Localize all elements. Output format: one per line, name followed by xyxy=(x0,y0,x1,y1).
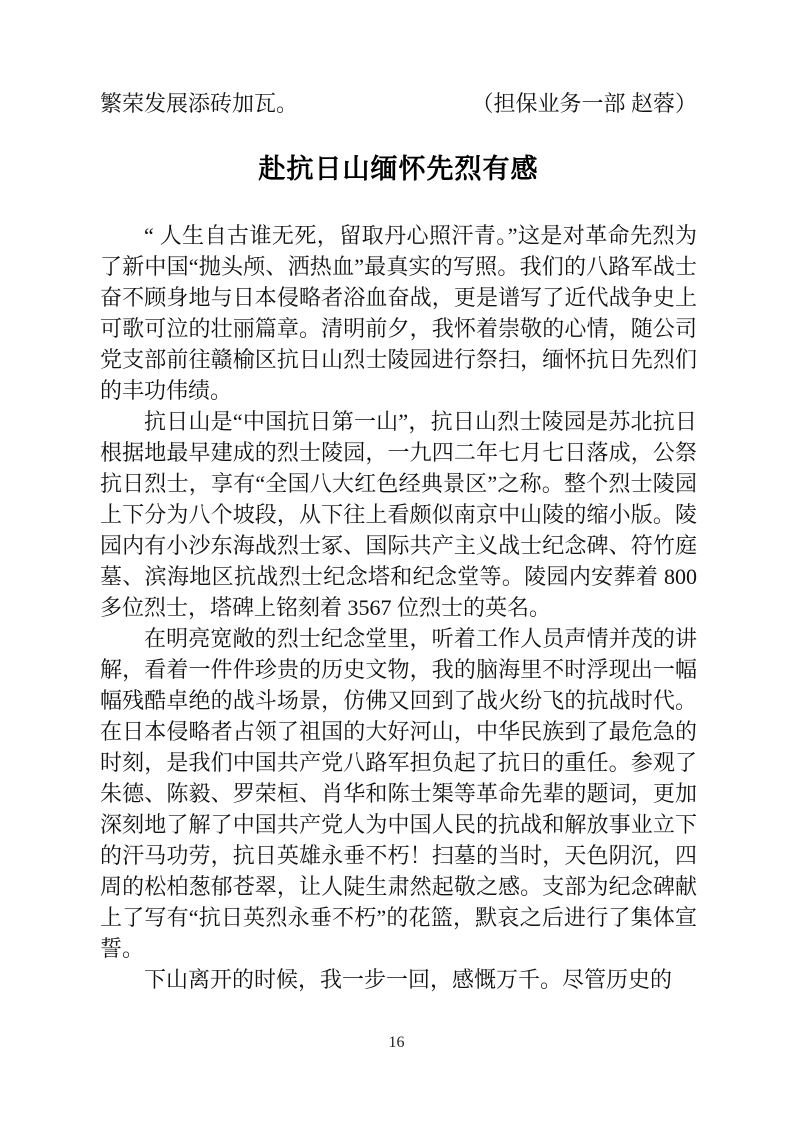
paragraph: 在明亮宽敞的烈士纪念堂里，听着工作人员声情并茂的讲解，看着一件件珍贵的历史文物，我的脑海里不时浮现出一幅幅残酷卓绝的战斗场景，仿佛又回到了战火纷飞的抗战时代。在日本侵略者占领了祖国的大好河山，中华民族到了最危急的时刻，是我们中国共产党八路军担负起了抗日的重任。参观了朱德、陈毅、罗荣桓、肖华和陈士榘等革命先辈的题词，更加深刻地了解了中国共产党人为中国人民的抗战和解放事业立下的汗马功劳，抗日英雄永垂不朽！扫墓的当时，天色阴沉，四周的松柏葱郁苍翠，让人陡生肃然起敬之感。支部为纪念碑献上了写有“抗日英烈永垂不朽”的花篮，默哀之后进行了集体宣誓。 xyxy=(100,626,697,961)
page-title: 赴抗日山缅怀先烈有感 xyxy=(258,154,539,185)
header-line xyxy=(100,88,697,120)
paragraph: 下山离开的时候，我一步一回，感慨万千。尽管历史的 xyxy=(144,967,673,992)
header-left-text: 繁荣发展添砖加瓦。 xyxy=(100,91,299,116)
header-attribution: （担保业务一部 赵蓉） xyxy=(471,91,697,116)
paragraph: 抗日山是“中国抗日第一山”，抗日山烈士陵园是苏北抗日根据地最早建成的烈士陵园，一九四二年七月七日落成，公祭抗日烈士，享有“全国八大红色经典景区”之称。整个烈士陵园上下分为八个坡段，从下往上看颇似南京中山陵的缩小版。陵园内有小沙东海战烈士冢、国际共产主义战士纪念碑、符竹庭墓、滨海地区抗战烈士纪念塔和纪念堂等。陵园内安葬着 800 多位烈士，塔碑上铭刻着 3567 位烈士的英名。 xyxy=(100,409,697,620)
article-body xyxy=(100,220,697,995)
paragraph: “ 人生自古谁无死，留取丹心照汗青。”这是对革命先烈为了新中国“抛头颅、洒热血”最真实的写照。我们的八路军战士奋不顾身地与日本侵略者浴血奋战，更是谱写了近代战争史上可歌可泣的壮丽篇章。清明前夕，我怀着崇敬的心情，随公司党支部前往赣榆区抗日山烈士陵园进行祭扫，缅怀抗日先烈们的丰功伟绩。 xyxy=(100,223,697,403)
page-number: 16 xyxy=(388,1034,405,1051)
